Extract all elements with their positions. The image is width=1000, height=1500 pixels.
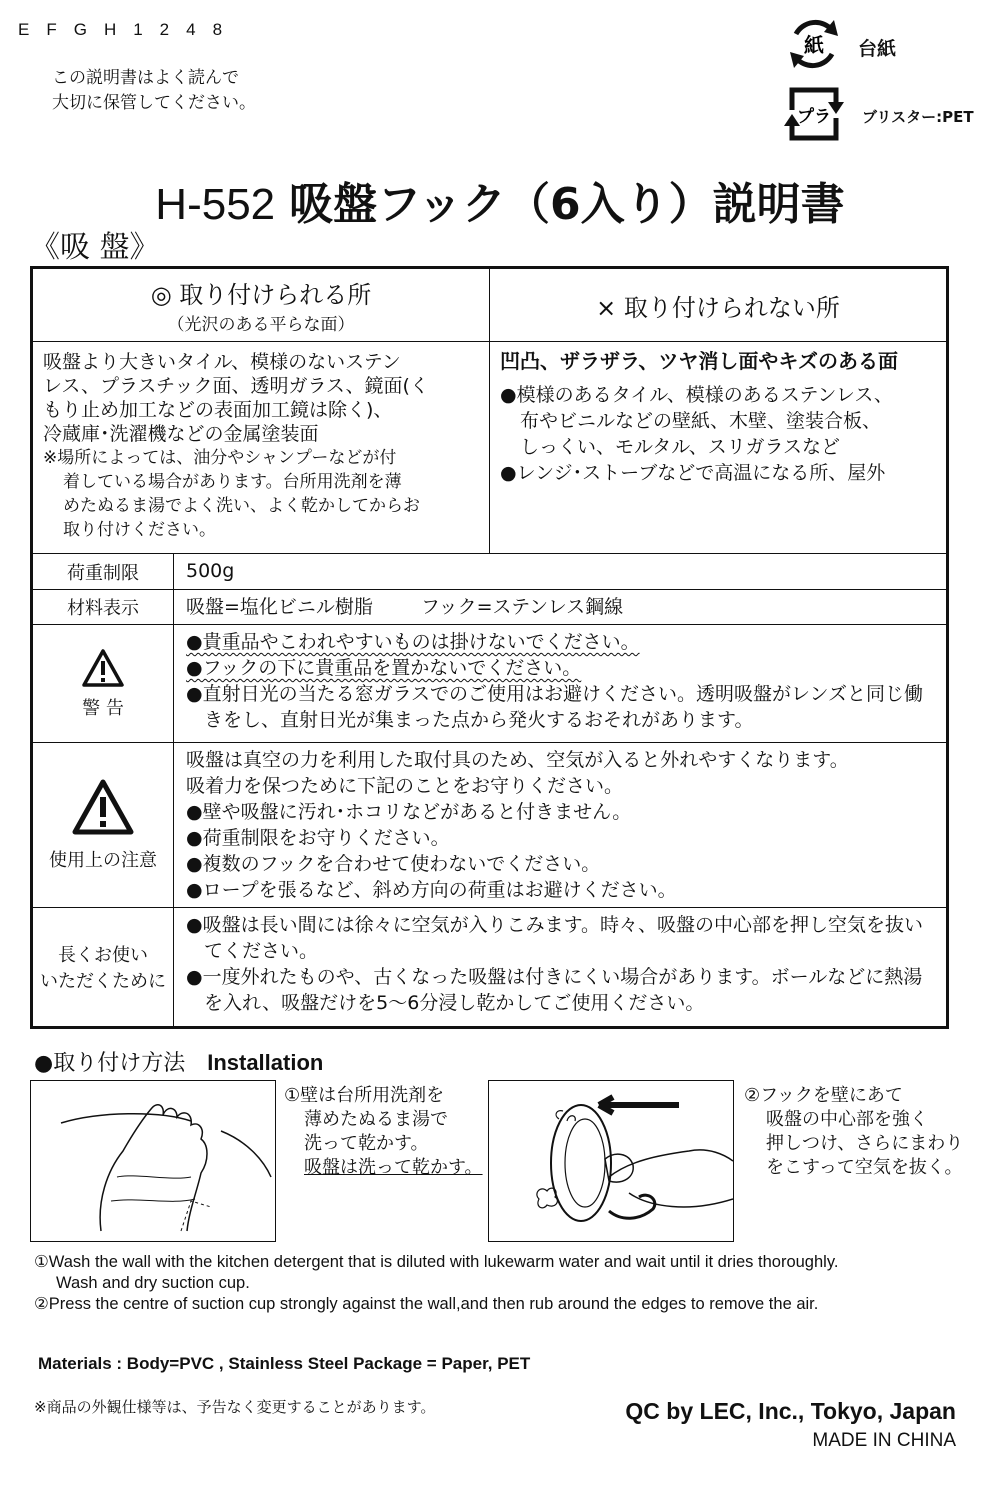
washing-illustration xyxy=(30,1080,276,1242)
step2-text: ②フックを壁にあて 吸盤の中心部を強く 押しつけ、さらにまわり をこすって空気を抜く。 xyxy=(744,1085,964,1178)
plastic-label: ブリスター:PET xyxy=(862,108,974,126)
pressing-illustration xyxy=(488,1080,734,1242)
product-code: EFGH1248 xyxy=(18,20,240,39)
material-label: 材料表示 xyxy=(32,590,174,625)
materials-line: Materials : Body=PVC , Stainless Steel Package = Paper, PET xyxy=(38,1354,531,1373)
made-in: MADE IN CHINA xyxy=(812,1430,956,1451)
ng-header: × 取り付けられない所 xyxy=(490,268,948,342)
paper-recycle-icon xyxy=(784,14,844,74)
caution-items: 吸盤は真空の力を利用した取付具のため、空気が入ると外れやすくなります。 吸着力を保つために下記のことをお守りください。 ●壁や吸盤に汚れ･ホコリなどがあると付きません。 ●荷重制限をお守りください。 ●複数のフックを合わせて使わないでください。 ●ロープを張るなど、斜め方向の荷重はお避けください。 xyxy=(174,743,948,908)
plastic-recycle-icon xyxy=(784,82,844,146)
ok-header: ◎ 取り付けられる所 （光沢のある平らな面） xyxy=(32,268,490,342)
title-text: 吸盤フック（6入り）説明書 xyxy=(289,179,845,230)
load-value: 500g xyxy=(174,554,948,590)
step1-text: ①壁は台所用洗剤を 薄めたぬるま湯で 洗って乾かす。 吸盤は洗って乾かす。 xyxy=(284,1085,483,1178)
section-heading: 《吸 盤》 xyxy=(30,230,160,265)
english-instructions: ①Wash the wall with the kitchen detergent that is diluted with lukewarm water and wait until it dries thoroughly. Wash and dry suction cup. ②Press the centre of suction cup strongly against the wall,and then rub around the edges to remove the air. xyxy=(34,1253,839,1313)
load-label: 荷重制限 xyxy=(32,554,174,590)
install-heading: ●取り付け方法 Installation xyxy=(34,1050,324,1076)
ng-body: 凹凸、ザラザラ、ツヤ消し面やキズのある面 ●模様のあるタイル、模様のあるステンレス、 布やビニルなどの壁紙、木壁、塗装合板、 しっくい、モルタル、スリガラスなど ●レンジ･ストーブなどで高温になる所、屋外 xyxy=(490,342,948,554)
keep-note: この説明書はよく読んで 大切に保管してください。 xyxy=(52,68,256,113)
warning-icon xyxy=(81,648,125,688)
longuse-cell: 長くお使い いただくために xyxy=(32,908,174,1028)
warning-items: ●貴重品やこわれやすいものは掛けないでください。 ●フックの下に貴重品を置かないでください。 ●直射日光の当たる窓ガラスでのご使用はお避けください。透明吸盤がレンズと同じ働きをし、直射日光が集まった点から発火するおそれがあります。 xyxy=(174,625,948,743)
caution-icon xyxy=(71,778,135,836)
disclaimer: ※商品の外観仕様等は、予告なく変更することがあります。 xyxy=(34,1398,436,1416)
warning-cell: 警 告 xyxy=(32,625,174,743)
ok-body: 吸盤より大きいタイル、模様のないステン レス、プラスチック面、透明ガラス、鏡面(く もり止め加工などの表面加工鏡は除く)、 冷蔵庫･洗濯機などの金属塗装面 ※場所によっては、油分やシャンプーなどが付 着している場合があります。台所用洗剤を薄 めたぬるま湯でよく洗い、よく乾かしてからお 取り付けください。 xyxy=(32,342,490,554)
model-number: H-552 xyxy=(155,180,276,229)
info-table xyxy=(30,266,949,1029)
caution-cell: 使用上の注意 xyxy=(32,743,174,908)
maker: QC by LEC, Inc., Tokyo, Japan xyxy=(625,1398,956,1424)
paper-label: 台紙 xyxy=(858,38,897,60)
svg-text:紙: 紙 xyxy=(804,33,824,57)
material-value: 吸盤=塩化ビニル樹脂 フック=ステンレス鋼線 xyxy=(174,590,948,625)
longuse-items: ●吸盤は長い間には徐々に空気が入りこみます。時々、吸盤の中心部を押し空気を抜いてください。 ●一度外れたものや、古くなった吸盤は付きにくい場合があります。ボールなどに熱湯を入れ、吸盤だけを5～6分浸し乾かしてご使用ください。 xyxy=(174,908,948,1028)
svg-text:プラ: プラ xyxy=(797,107,831,127)
